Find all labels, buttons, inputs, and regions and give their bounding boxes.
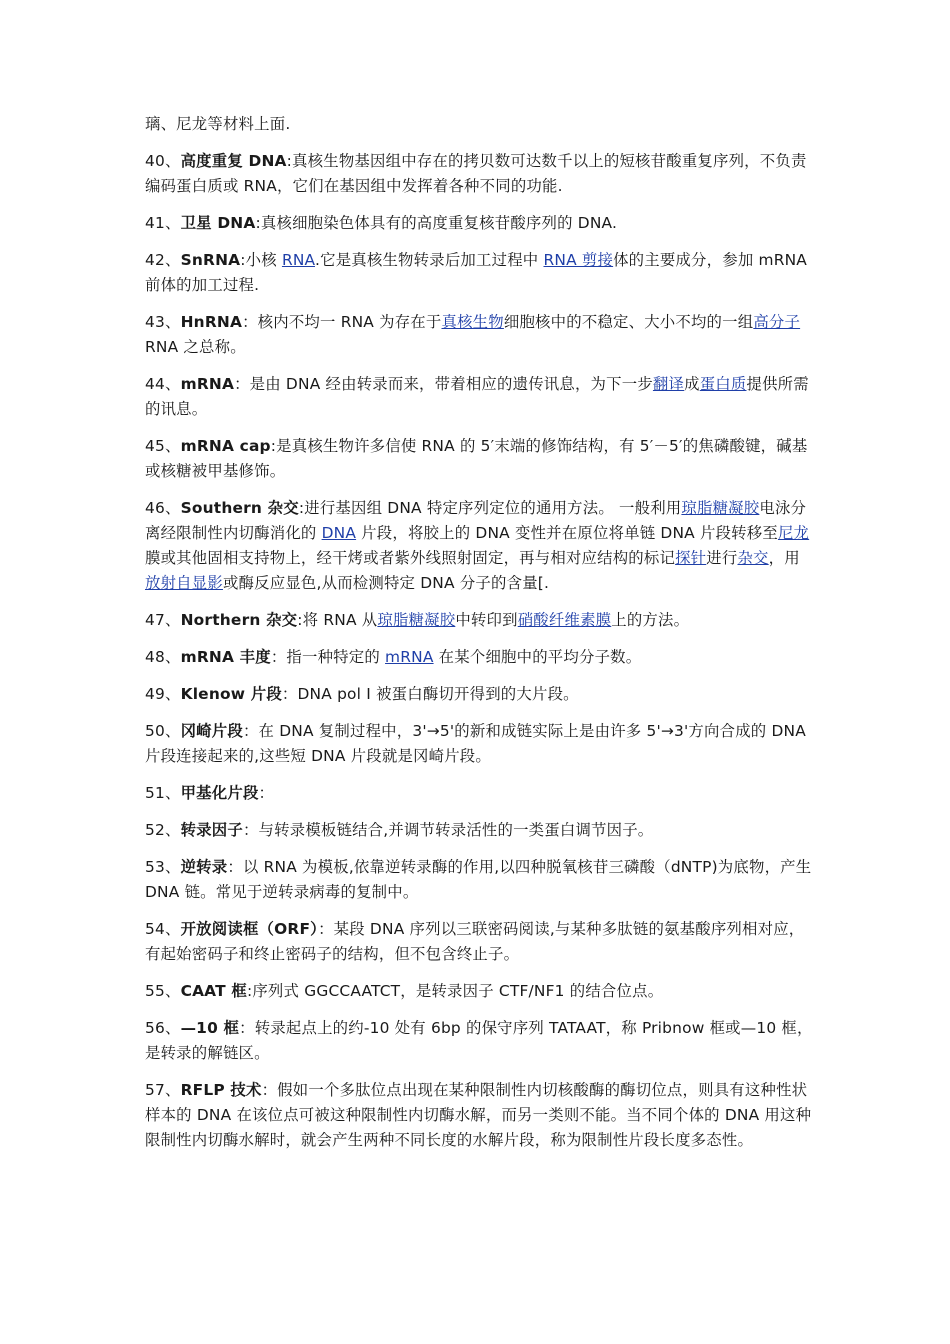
body-text: :是真核生物许多信使 RNA 的 5′末端的修饰结构，有 5′－5′的焦磷酸键，碱基或核糖被甲基修饰。 (145, 437, 808, 480)
hyperlink[interactable]: RNA (281, 251, 316, 269)
body-text: ：DNA pol I 被蛋白酶切开得到的大片段。 (281, 685, 579, 703)
paragraph-p56 (145, 1016, 813, 1066)
hyperlink[interactable]: 琼脂糖凝胶 (681, 499, 760, 517)
term-title: Southern 杂交 (180, 499, 299, 517)
term-title: 转录因子 (180, 821, 243, 839)
body-text: ：核内不均一 RNA 为存在于 (242, 313, 442, 331)
paragraph-p48 (145, 645, 813, 670)
body-text: 电泳分离经限制性内切酶消化的 (145, 499, 807, 542)
body-text: 41、 (145, 214, 181, 232)
body-text: 片段，将胶上的 DNA 变性并在原位将单链 DNA 片段转移至 (356, 524, 778, 542)
body-text: ：某段 DNA 序列以三联密码阅读,与某种多肽链的氨基酸序列相对应，有起始密码子和终止密码子的结构，但不包含终止子。 (145, 920, 805, 963)
hyperlink[interactable]: 琼脂糖凝胶 (377, 611, 456, 629)
term-title: mRNA cap (180, 437, 271, 455)
body-text: 膜或其他固相支持物上，经干烤或者紫外线照射固定，再与相对应结构的标记 (145, 549, 676, 567)
term-title: 冈崎片段 (180, 722, 243, 740)
paragraph-p45 (145, 434, 813, 484)
hyperlink[interactable]: mRNA (385, 648, 434, 666)
term-title: 开放阅读框（ORF） (180, 920, 319, 938)
term-title: Northern 杂交 (180, 611, 298, 629)
body-text: ：指一种特定的 (270, 648, 386, 666)
paragraph-p47 (145, 608, 813, 633)
term-title: CAAT 框 (180, 982, 247, 1000)
body-text: :将 RNA 从 (297, 611, 378, 629)
hyperlink[interactable]: 翻译 (652, 375, 685, 393)
hyperlink[interactable]: 硝酸纤维素膜 (517, 611, 612, 629)
body-text: .它是真核生物转录后加工过程中 (315, 251, 544, 269)
body-text: 细胞核中的不稳定、大小不均的一组 (503, 313, 754, 331)
hyperlink[interactable]: 放射自显影 (145, 574, 223, 592)
body-text: 提供所需的讯息。 (145, 375, 809, 418)
hyperlink[interactable]: 探针 (675, 549, 707, 567)
body-text: 45、 (145, 437, 181, 455)
body-text: ： (258, 784, 275, 802)
body-text: ：转录起点上的约-10 处有 6bp 的保守序列 TATAAT，称 Pribnow 框或—10 框，是转录的解链区。 (145, 1019, 813, 1062)
body-text: 55、 (145, 982, 181, 1000)
paragraph-p46 (145, 496, 813, 596)
body-text: :小核 (240, 251, 282, 269)
body-text: 48、 (145, 648, 181, 666)
body-text: ：假如一个多肽位点出现在某种限制性内切核酸酶的酶切位点，则具有这种性状样本的 DNA 在该位点可被这种限制性内切酶水解，而另一类则不能。当不同个体的 DNA 用这种限制性内切酶水解时，就会产生两种不同长度的水解片段，称为限制性片段长度多态性。 (145, 1081, 812, 1149)
term-title: 卫星 DNA (180, 214, 256, 232)
body-text: 49、 (145, 685, 181, 703)
paragraph-p50 (145, 719, 813, 769)
paragraph-p49 (145, 682, 813, 707)
body-text: :真核生物基因组中存在的拷贝数可达数千以上的短核苷酸重复序列，不负责编码蛋白质或 RNA，它们在基因组中发挥着各种不同的功能. (145, 152, 807, 195)
body-text: 53、 (145, 858, 181, 876)
body-text: ：与转录模板链结合,并调节转录活性的一类蛋白调节因子。 (242, 821, 654, 839)
body-text: 42、 (145, 251, 181, 269)
paragraph-p51 (145, 781, 813, 806)
term-title: mRNA (180, 375, 235, 393)
body-text: :真核细胞染色体具有的高度重复核苷酸序列的 DNA. (255, 214, 618, 232)
paragraph-p55 (145, 979, 813, 1004)
body-text: :进行基因组 DNA 特定序列定位的通用方法。 一般利用 (298, 499, 682, 517)
body-text: 56、 (145, 1019, 181, 1037)
paragraph-p54 (145, 917, 813, 967)
hyperlink[interactable]: 真核生物 (441, 313, 504, 331)
body-text: 57、 (145, 1081, 181, 1099)
paragraph-p0 (145, 112, 813, 137)
term-title: 甲基化片段 (180, 784, 259, 802)
term-title: 逆转录 (180, 858, 228, 876)
body-text: 璃、尼龙等材料上面. (145, 115, 291, 133)
body-text: 46、 (145, 499, 181, 517)
body-text: 47、 (145, 611, 181, 629)
body-text: 40、 (145, 152, 181, 170)
paragraph-p44 (145, 372, 813, 422)
body-text: 上的方法。 (611, 611, 690, 629)
paragraph-p53 (145, 855, 813, 905)
paragraph-p42 (145, 248, 813, 298)
hyperlink[interactable]: 杂交 (737, 549, 769, 567)
paragraph-p40 (145, 149, 813, 199)
term-title: —10 框 (180, 1019, 240, 1037)
body-text: 成 (684, 375, 700, 393)
body-text: 体的主要成分，参加 mRNA 前体的加工过程. (145, 251, 808, 294)
body-text: ：在 DNA 复制过程中，3'→5'的新和成链实际上是由许多 5'→3'方向合成的 DNA 片段连接起来的,这些短 DNA 片段就是冈崎片段。 (145, 722, 806, 765)
body-text: 44、 (145, 375, 181, 393)
term-title: SnRNA (180, 251, 241, 269)
document-page (145, 112, 813, 1165)
term-title: Klenow 片段 (180, 685, 282, 703)
body-text: ，用 (768, 549, 800, 567)
hyperlink[interactable]: 高分子 (753, 313, 801, 331)
body-text: ：是由 DNA 经由转录而来，带着相应的遗传讯息，为下一步 (234, 375, 653, 393)
body-text: RNA 之总称。 (145, 338, 246, 356)
body-text: 在某个细胞中的平均分子数。 (433, 648, 642, 666)
term-title: HnRNA (180, 313, 243, 331)
body-text: ：以 RNA 为模板,依靠逆转录酶的作用,以四种脱氧核苷三磷酸（dNTP)为底物，产生 DNA 链。常见于逆转录病毒的复制中。 (145, 858, 812, 901)
paragraph-p41 (145, 211, 813, 236)
term-title: 高度重复 DNA (180, 152, 287, 170)
hyperlink[interactable]: RNA 剪接 (543, 251, 614, 269)
hyperlink[interactable]: 蛋白质 (699, 375, 747, 393)
body-text: 54、 (145, 920, 181, 938)
term-title: mRNA 丰度 (180, 648, 271, 666)
term-title: RFLP 技术 (180, 1081, 262, 1099)
paragraph-p43 (145, 310, 813, 360)
paragraph-p52 (145, 818, 813, 843)
body-text: 52、 (145, 821, 181, 839)
body-text: 50、 (145, 722, 181, 740)
hyperlink[interactable]: DNA (321, 524, 357, 542)
body-text: 51、 (145, 784, 181, 802)
body-text: 或酶反应显色,从而检测特定 DNA 分子的含量[. (222, 574, 550, 592)
body-text: 中转印到 (455, 611, 518, 629)
body-text: :序列式 GGCCAATCT，是转录因子 CTF/NF1 的结合位点。 (246, 982, 664, 1000)
body-text: 进行 (706, 549, 738, 567)
hyperlink[interactable]: 尼龙 (777, 524, 810, 542)
paragraph-p57 (145, 1078, 813, 1153)
body-text: 43、 (145, 313, 181, 331)
